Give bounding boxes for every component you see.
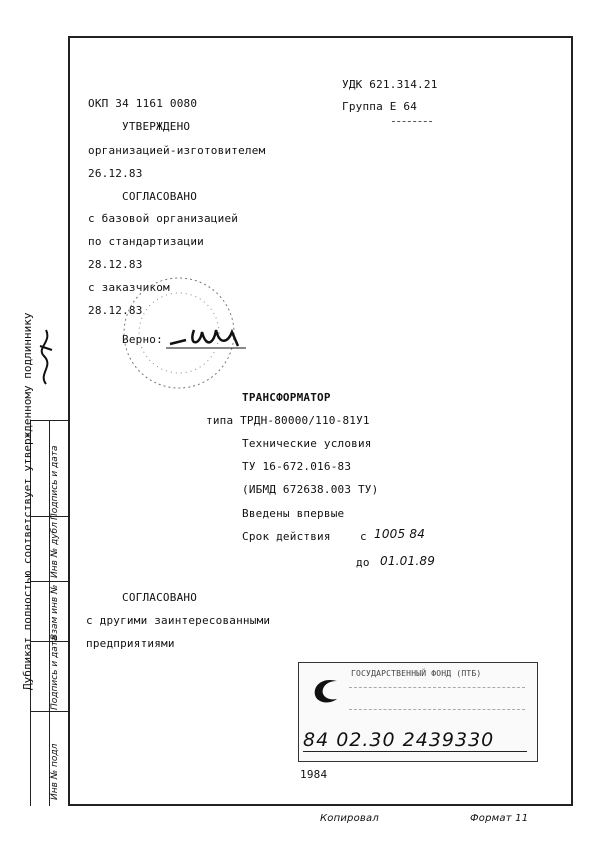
strip-row-divider	[31, 711, 69, 712]
tu-number: ТУ 16-672.016-83	[242, 460, 352, 473]
validity-from: 1005 84	[374, 527, 426, 541]
strip-label-podpis-2: Подпись и дата	[50, 635, 60, 710]
agreed-date-1: 28.12.83	[88, 258, 143, 271]
strip-row-divider	[31, 581, 69, 582]
strip-label-inv-podl: Инв № подл	[50, 743, 60, 800]
approved-by: организацией-изготовителем	[88, 144, 266, 157]
stamp-header: ГОСУДАРСТВЕННЫЙ ФОНД (ПТБ)	[351, 669, 482, 678]
duplicate-note: Дубликат полностью соответствует утвержденному подлиннику	[21, 312, 34, 690]
validity-label: Срок действия	[242, 530, 331, 543]
group-underline	[392, 121, 432, 122]
format-label: Формат 11	[470, 813, 529, 824]
copied-label: Копировал	[320, 813, 379, 824]
udk-code: УДК 621.314.21	[342, 78, 438, 91]
correct-label: Верно:	[122, 333, 163, 346]
agreed2-line-1: с другими заинтересованными	[86, 614, 271, 627]
strip-label-vzam: Взам инв №	[50, 584, 60, 640]
approved-heading: УТВЕРЖДЕНО	[122, 120, 191, 133]
first-introduced: Введены впервые	[242, 507, 345, 520]
verified-signature	[166, 322, 246, 352]
okp-code: ОКП 34 1161 0080	[88, 97, 198, 110]
agreed-org-line-1: с базовой организацией	[88, 212, 239, 225]
stamp-underline	[303, 751, 527, 752]
agreed2-line-2: предприятиями	[86, 637, 175, 650]
validity-to: 01.01.89	[380, 554, 436, 568]
margin-stamp-strip	[30, 420, 68, 806]
agreed-customer: с заказчиком	[88, 281, 170, 294]
agreed-date-2: 28.12.83	[88, 304, 143, 317]
agreed2-heading: СОГЛАСОВАНО	[122, 591, 198, 604]
registration-stamp	[298, 662, 538, 762]
strip-label-inv-dubl: Инв № дубл	[50, 522, 60, 578]
margin-signature	[34, 326, 58, 386]
approved-date: 26.12.83	[88, 167, 143, 180]
document-title: ТРАНСФОРМАТОР	[242, 391, 331, 404]
stamp-handwritten-number: 84 02.30 2439330	[303, 729, 495, 751]
stamp-line	[349, 687, 525, 688]
group-code: Группа Е 64	[342, 100, 418, 113]
spec-title: Технические условия	[242, 437, 372, 450]
ibmd-number: (ИБМД 672638.003 ТУ)	[242, 483, 379, 496]
type-line: типа ТРДН-80000/110-81У1	[206, 414, 370, 427]
stamp-emblem-icon	[309, 675, 343, 705]
agreed-org-line-2: по стандартизации	[88, 235, 204, 248]
stamp-line	[349, 709, 525, 710]
agreed-heading: СОГЛАСОВАНО	[122, 190, 198, 203]
validity-from-prefix: с	[360, 530, 367, 543]
strip-label-podpis-1: Подпись и дата	[50, 445, 60, 520]
validity-to-prefix: до	[356, 556, 370, 569]
year: 1984	[300, 768, 328, 781]
